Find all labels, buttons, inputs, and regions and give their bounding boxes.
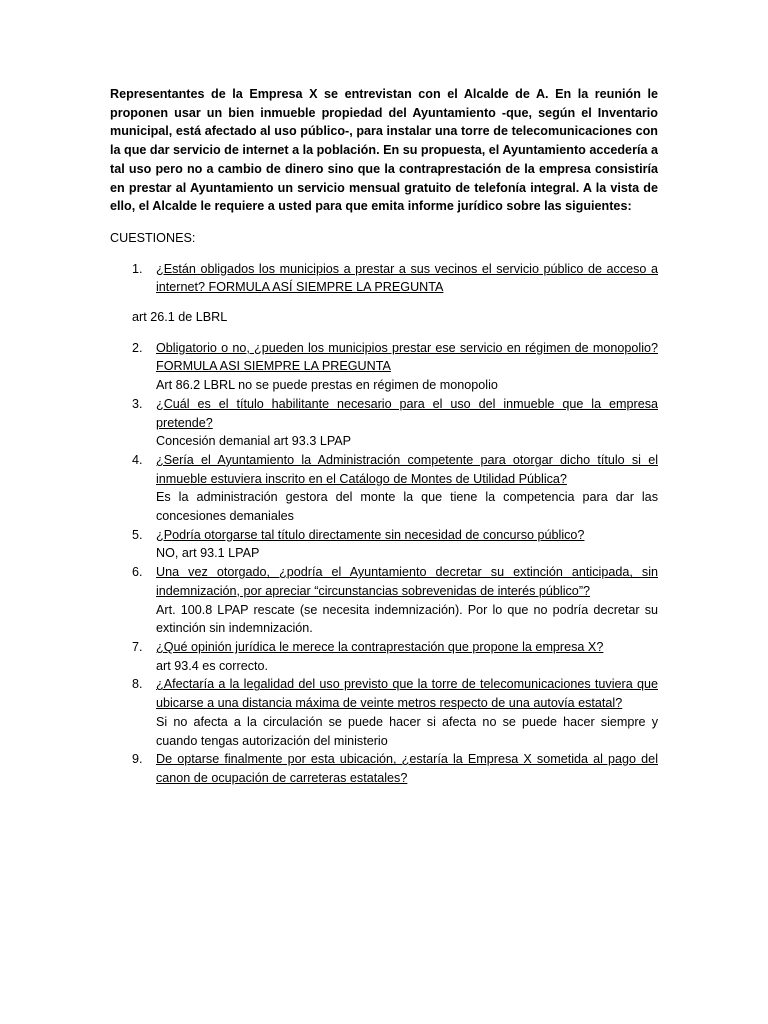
item-number: 2.: [132, 340, 143, 355]
cuestiones-heading: CUESTIONES:: [110, 230, 196, 245]
answer-text: Art 86.2 LBRL no se puede prestas en régimen de monopolio: [156, 378, 498, 393]
list-item: [110, 395, 658, 451]
item-number: 4.: [132, 452, 143, 467]
list-item: [110, 675, 658, 750]
item-number: 3.: [132, 396, 143, 411]
item-number: 8.: [132, 677, 143, 692]
answer-text: NO, art 93.1 LPAP: [156, 546, 260, 561]
question-list: [110, 260, 658, 297]
item-number: 9.: [132, 752, 143, 767]
question-text: ¿Cuál es el título habilitante necesario para el uso del inmueble que la empresa pretende?: [156, 396, 658, 430]
answer-text: Concesión demanial art 93.3 LPAP: [156, 434, 352, 449]
list-item: [110, 750, 658, 787]
question-text: Una vez otorgado, ¿podría el Ayuntamiento decretar su extinción anticipada, sin indemnización, por apreciar “circunstancias sobrevenidas de interés público”?: [156, 565, 658, 598]
question-text: ¿Podría otorgarse tal título directamente sin necesidad de concurso público?: [156, 527, 585, 542]
answer-text: Es la administración gestora del monte la que tiene la competencia para dar las concesiones demaniales: [156, 490, 658, 524]
question-text: ¿Sería el Ayuntamiento la Administración competente para otorgar dicho título si el inmueble estuviera inscrito en el Catálogo de Montes de Utilidad Pública?: [156, 452, 658, 486]
answer-text: Art. 100.8 LPAP rescate (se necesita indemnización). Por lo que no podría decretar su extinción sin indemnización.: [156, 602, 658, 636]
list-item: [110, 563, 658, 638]
list-item: [110, 260, 658, 297]
list-item: [110, 526, 658, 563]
item-number: 1.: [132, 261, 143, 276]
list-item: [110, 339, 658, 395]
question-list: [110, 339, 658, 788]
question-text: De optarse finalmente por esta ubicación, ¿estaría la Empresa X sometida al pago del canon de ocupación de carreteras estatales?: [156, 752, 658, 785]
question-text: Obligatorio o no, ¿pueden los municipios prestar ese servicio en régimen de monopolio? FORMULA ASI SIEMPRE LA PREGUNTA: [156, 340, 658, 374]
answer-text: art 26.1 de LBRL: [132, 310, 228, 325]
list-item: [110, 638, 658, 675]
intro-paragraph: Representantes de la Empresa X se entrevistan con el Alcalde de A. En la reunión le proponen usar un bien inmueble propiedad del Ayuntamiento -que, según el Inventario municipal, está afectado al uso público-, para instalar una torre de telecomunicaciones con la que dar servicio de internet a la población. En su propuesta, el Ayuntamiento accedería a tal uso pero no a cambio de dinero sino que la contraprestación de la empresa consistiría en prestar al Ayuntamiento un servicio mensual gratuito de telefonía integral. A la vista de ello, el Alcalde le requiere a usted para que emita informe jurídico sobre las siguientes:: [110, 87, 658, 214]
item-number: 7.: [132, 639, 143, 654]
list-item: [110, 451, 658, 526]
answer-text: Si no afecta a la circulación se puede hacer si afecta no se puede hacer siempre y cuando tengas autorización del ministerio: [156, 714, 658, 748]
question-text: ¿Afectaría a la legalidad del uso previsto que la torre de telecomunicaciones tuviera que ubicarse a una distancia máxima de veinte metros respecto de una autovía estatal?: [156, 677, 658, 711]
answer-text: art 93.4 es correcto.: [156, 658, 268, 673]
question-text: ¿Están obligados los municipios a prestar a sus vecinos el servicio público de acceso a internet? FORMULA ASÍ SIEMPRE LA PREGUNTA: [156, 261, 658, 295]
item-number: 6.: [132, 565, 143, 580]
question-text: ¿Qué opinión jurídica le merece la contraprestación que propone la empresa X?: [156, 639, 604, 654]
item-number: 5.: [132, 527, 143, 542]
document-page: [110, 85, 658, 788]
